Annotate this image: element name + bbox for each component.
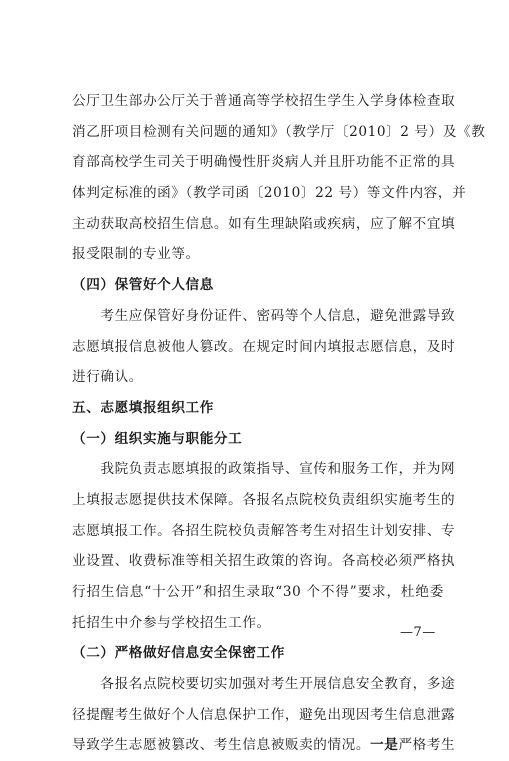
subheading-implementation: （一）组织实施与职能分工 xyxy=(72,430,243,447)
subheading-information-security: （二）严格做好信息安全保密工作 xyxy=(72,645,285,662)
text-line: 公厅卫生部办公厅关于普通高等学校招生学生入学身体检查取 xyxy=(72,93,456,109)
emphasis-first-point: 一是 xyxy=(370,737,399,754)
text-line: 主动获取高校招生信息。如有生理缺陷或疾病，应了解不宜填 xyxy=(72,215,456,232)
text-line: 体判定标准的函》（教学司函〔2010〕22 号）等文件内容，并 xyxy=(72,185,467,202)
text-segment: 严格考生 xyxy=(398,737,456,754)
text-line: 我院负责志愿填报的政策指导、宣传和服务工作，并为网 xyxy=(72,461,456,478)
text-line: 考生应保管好身份证件、密码等个人信息，避免泄露导致 xyxy=(72,307,456,324)
text-line: 径提醒考生做好个人信息保护工作，避免出现因考生信息泄露 xyxy=(72,706,456,723)
text-line: 各报名点院校要切实加强对考生开展信息安全教育，多途 xyxy=(72,676,456,693)
text-segment: 导致学生志愿被篡改、考生信息被贩卖的情况。 xyxy=(72,737,371,754)
text-line: 消乙肝项目检测有关问题的通知》（教学厅〔2010〕2 号）及《教 xyxy=(72,123,486,140)
text-line: 行招生信息“十公开”和招生录取“30 个不得”要求，杜绝委 xyxy=(72,584,444,600)
section-heading-organization: 五、志愿填报组织工作 xyxy=(72,399,214,416)
text-line: 育部高校学生司关于明确慢性肝炎病人并且肝功能不正常的具 xyxy=(72,154,456,171)
text-line: 托招生中介参与学校招生工作。 xyxy=(72,614,271,631)
subheading-keep-personal-info: （四）保管好个人信息 xyxy=(72,277,214,294)
text-line: 报受限制的专业等。 xyxy=(72,246,200,263)
text-line: 上填报志愿提供技术保障。各报名点院校负责组织实施考生的 xyxy=(72,491,456,508)
text-line: 志愿填报信息被他人篡改。在规定时间内填报志愿信息，及时 xyxy=(72,338,456,355)
text-line: 进行确认。 xyxy=(72,369,143,386)
text-line: 志愿填报工作。各招生院校负责解答考生对招生计划安排、专 xyxy=(72,522,456,539)
text-line xyxy=(72,730,456,761)
text-line: 业设置、收费标准等相关招生政策的咨询。各高校必须严格执 xyxy=(72,553,456,570)
body-text xyxy=(72,86,486,761)
page-number: —7— xyxy=(400,625,436,640)
